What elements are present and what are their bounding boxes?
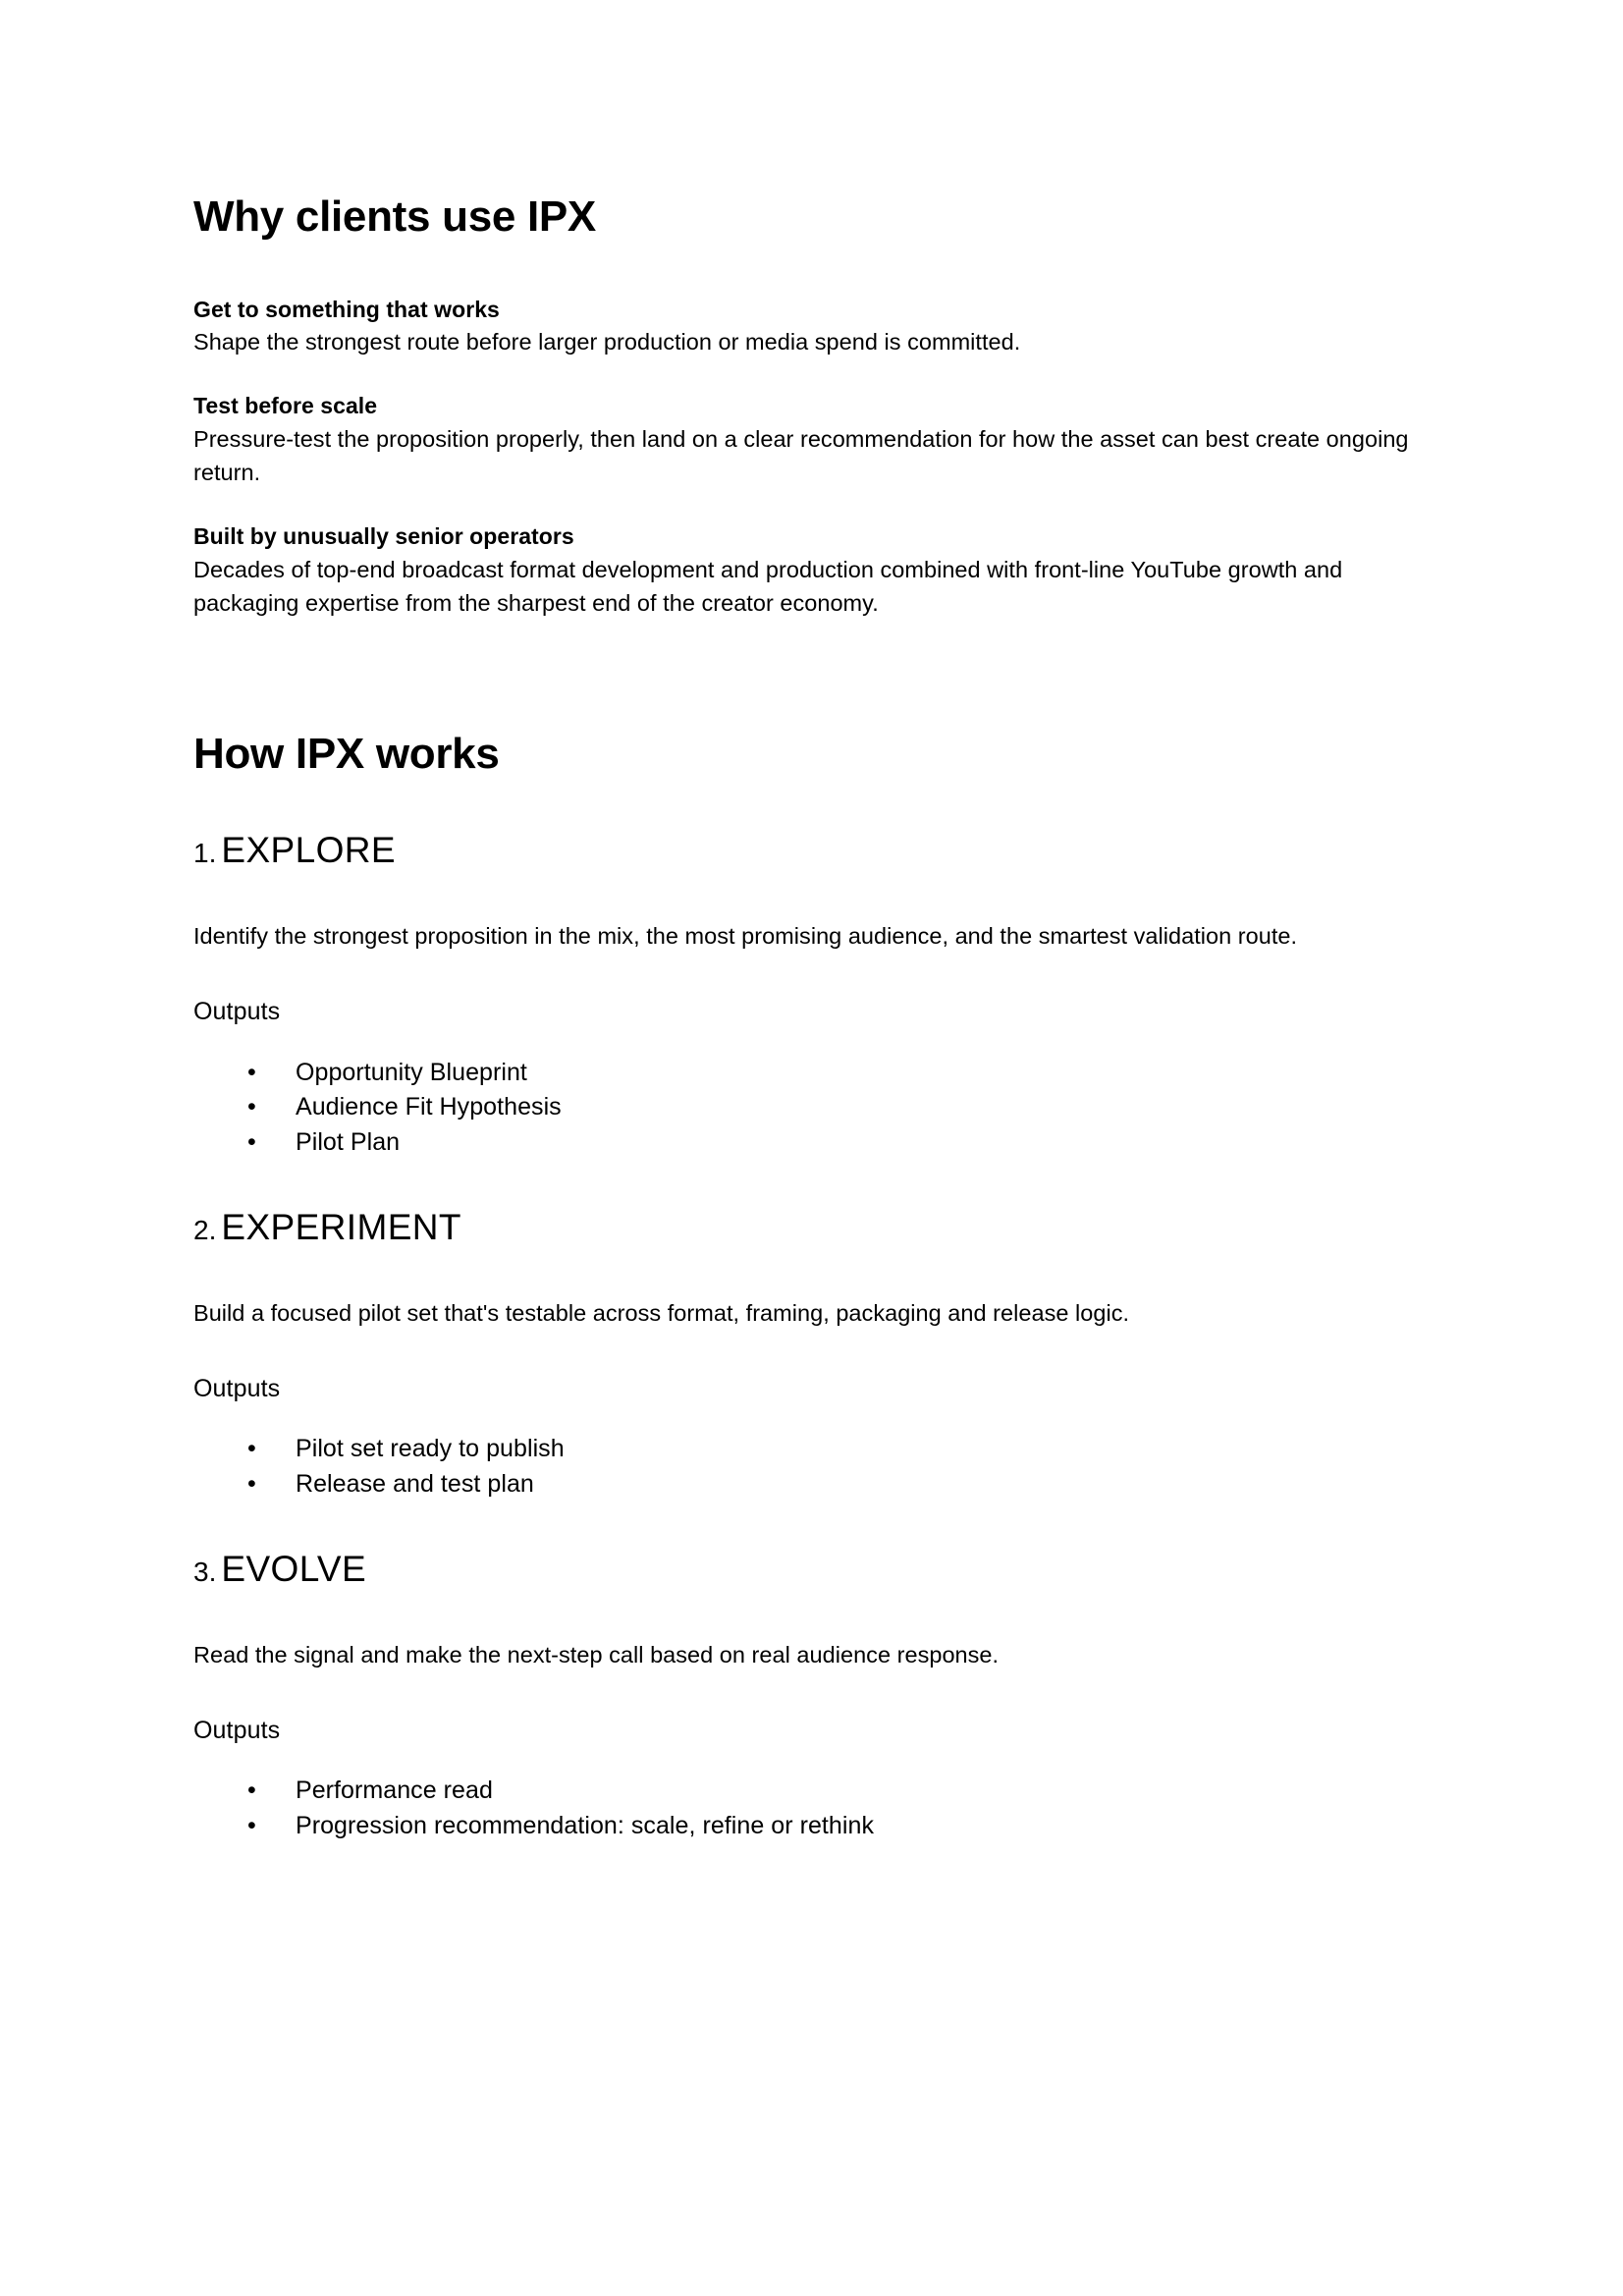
- step-number: 2.: [193, 1215, 217, 1246]
- process-step-2: [193, 1207, 1419, 1502]
- list-item: [193, 1056, 1419, 1091]
- process-step-3: [193, 1549, 1419, 1843]
- spacer: [193, 872, 1419, 919]
- list-item: [193, 1774, 1419, 1809]
- outputs-label: Outputs: [193, 998, 281, 1026]
- outputs-list: [193, 1774, 1419, 1843]
- spacer: [193, 1160, 1419, 1207]
- list-item-label: Pilot set ready to publish: [296, 1435, 565, 1463]
- step-heading: [193, 1207, 1419, 1249]
- step-body: Identify the strongest proposition in the mix, the most promising audience, and the smartest validation route.: [193, 923, 1298, 950]
- list-item: [193, 1125, 1419, 1161]
- spacer: [193, 1404, 1419, 1432]
- spacer: [193, 953, 1419, 996]
- reason-block-2: [193, 390, 1419, 489]
- step-number: 1.: [193, 838, 217, 869]
- spacer: [193, 1502, 1419, 1549]
- bullet-icon: •: [247, 1127, 256, 1156]
- list-item-label: Progression recommendation: scale, refine or rethink: [296, 1811, 874, 1839]
- spacer: [193, 1671, 1419, 1715]
- reason-body: Decades of top-end broadcast format development and production combined with front-line YouTube growth and packaging expertise from the sharpest end of the creator economy.: [193, 556, 1343, 616]
- reason-heading: Get to something that works: [193, 296, 500, 322]
- bullet-icon: •: [247, 1811, 256, 1839]
- spacer: [193, 1591, 1419, 1638]
- spacer: [193, 489, 1419, 520]
- list-item-label: Performance read: [296, 1777, 493, 1805]
- spacer: [193, 779, 1419, 830]
- list-item: [193, 1090, 1419, 1125]
- spacer: [193, 620, 1419, 730]
- step-heading: [193, 1549, 1419, 1591]
- spacer: [193, 1330, 1419, 1373]
- bullet-icon: •: [247, 1058, 256, 1086]
- reason-block-1: [193, 294, 1419, 359]
- spacer: [193, 1028, 1419, 1056]
- step-label: EXPLORE: [221, 830, 396, 871]
- spacer: [193, 243, 1419, 294]
- reason-block-3: [193, 520, 1419, 620]
- reason-body: Shape the strongest route before larger production or media spend is committed.: [193, 329, 1021, 355]
- page-title: Why clients use IPX: [193, 192, 596, 241]
- outputs-label: Outputs: [193, 1716, 281, 1744]
- step-label: EXPERIMENT: [221, 1207, 461, 1248]
- step-heading: [193, 830, 1419, 872]
- list-item: [193, 1467, 1419, 1503]
- reason-body: Pressure-test the proposition properly, then land on a clear recommendation for how the asset can best create ongoing return.: [193, 425, 1409, 486]
- list-item: [193, 1432, 1419, 1467]
- list-item-label: Pilot Plan: [296, 1127, 401, 1156]
- list-item-label: Opportunity Blueprint: [296, 1058, 527, 1086]
- step-label: EVOLVE: [221, 1549, 367, 1590]
- bullet-icon: •: [247, 1435, 256, 1463]
- process-step-1: [193, 830, 1419, 1160]
- step-body: Read the signal and make the next-step call based on real audience response.: [193, 1641, 1000, 1667]
- bullet-icon: •: [247, 1777, 256, 1805]
- outputs-list: [193, 1432, 1419, 1502]
- spacer: [193, 358, 1419, 390]
- reason-heading: Built by unusually senior operators: [193, 523, 574, 550]
- reason-heading: Test before scale: [193, 393, 378, 419]
- spacer: [193, 1746, 1419, 1774]
- bullet-icon: •: [247, 1469, 256, 1498]
- spacer: [193, 1249, 1419, 1296]
- list-item-label: Release and test plan: [296, 1469, 534, 1498]
- section-title-how-ipx-works: How IPX works: [193, 729, 500, 778]
- list-item: [193, 1809, 1419, 1844]
- step-body: Build a focused pilot set that's testable across format, framing, packaging and release logic.: [193, 1299, 1130, 1326]
- list-item-label: Audience Fit Hypothesis: [296, 1093, 562, 1121]
- step-number: 3.: [193, 1557, 217, 1588]
- document-content: [193, 192, 1419, 1843]
- outputs-list: [193, 1056, 1419, 1161]
- bullet-icon: •: [247, 1093, 256, 1121]
- outputs-label: Outputs: [193, 1374, 281, 1402]
